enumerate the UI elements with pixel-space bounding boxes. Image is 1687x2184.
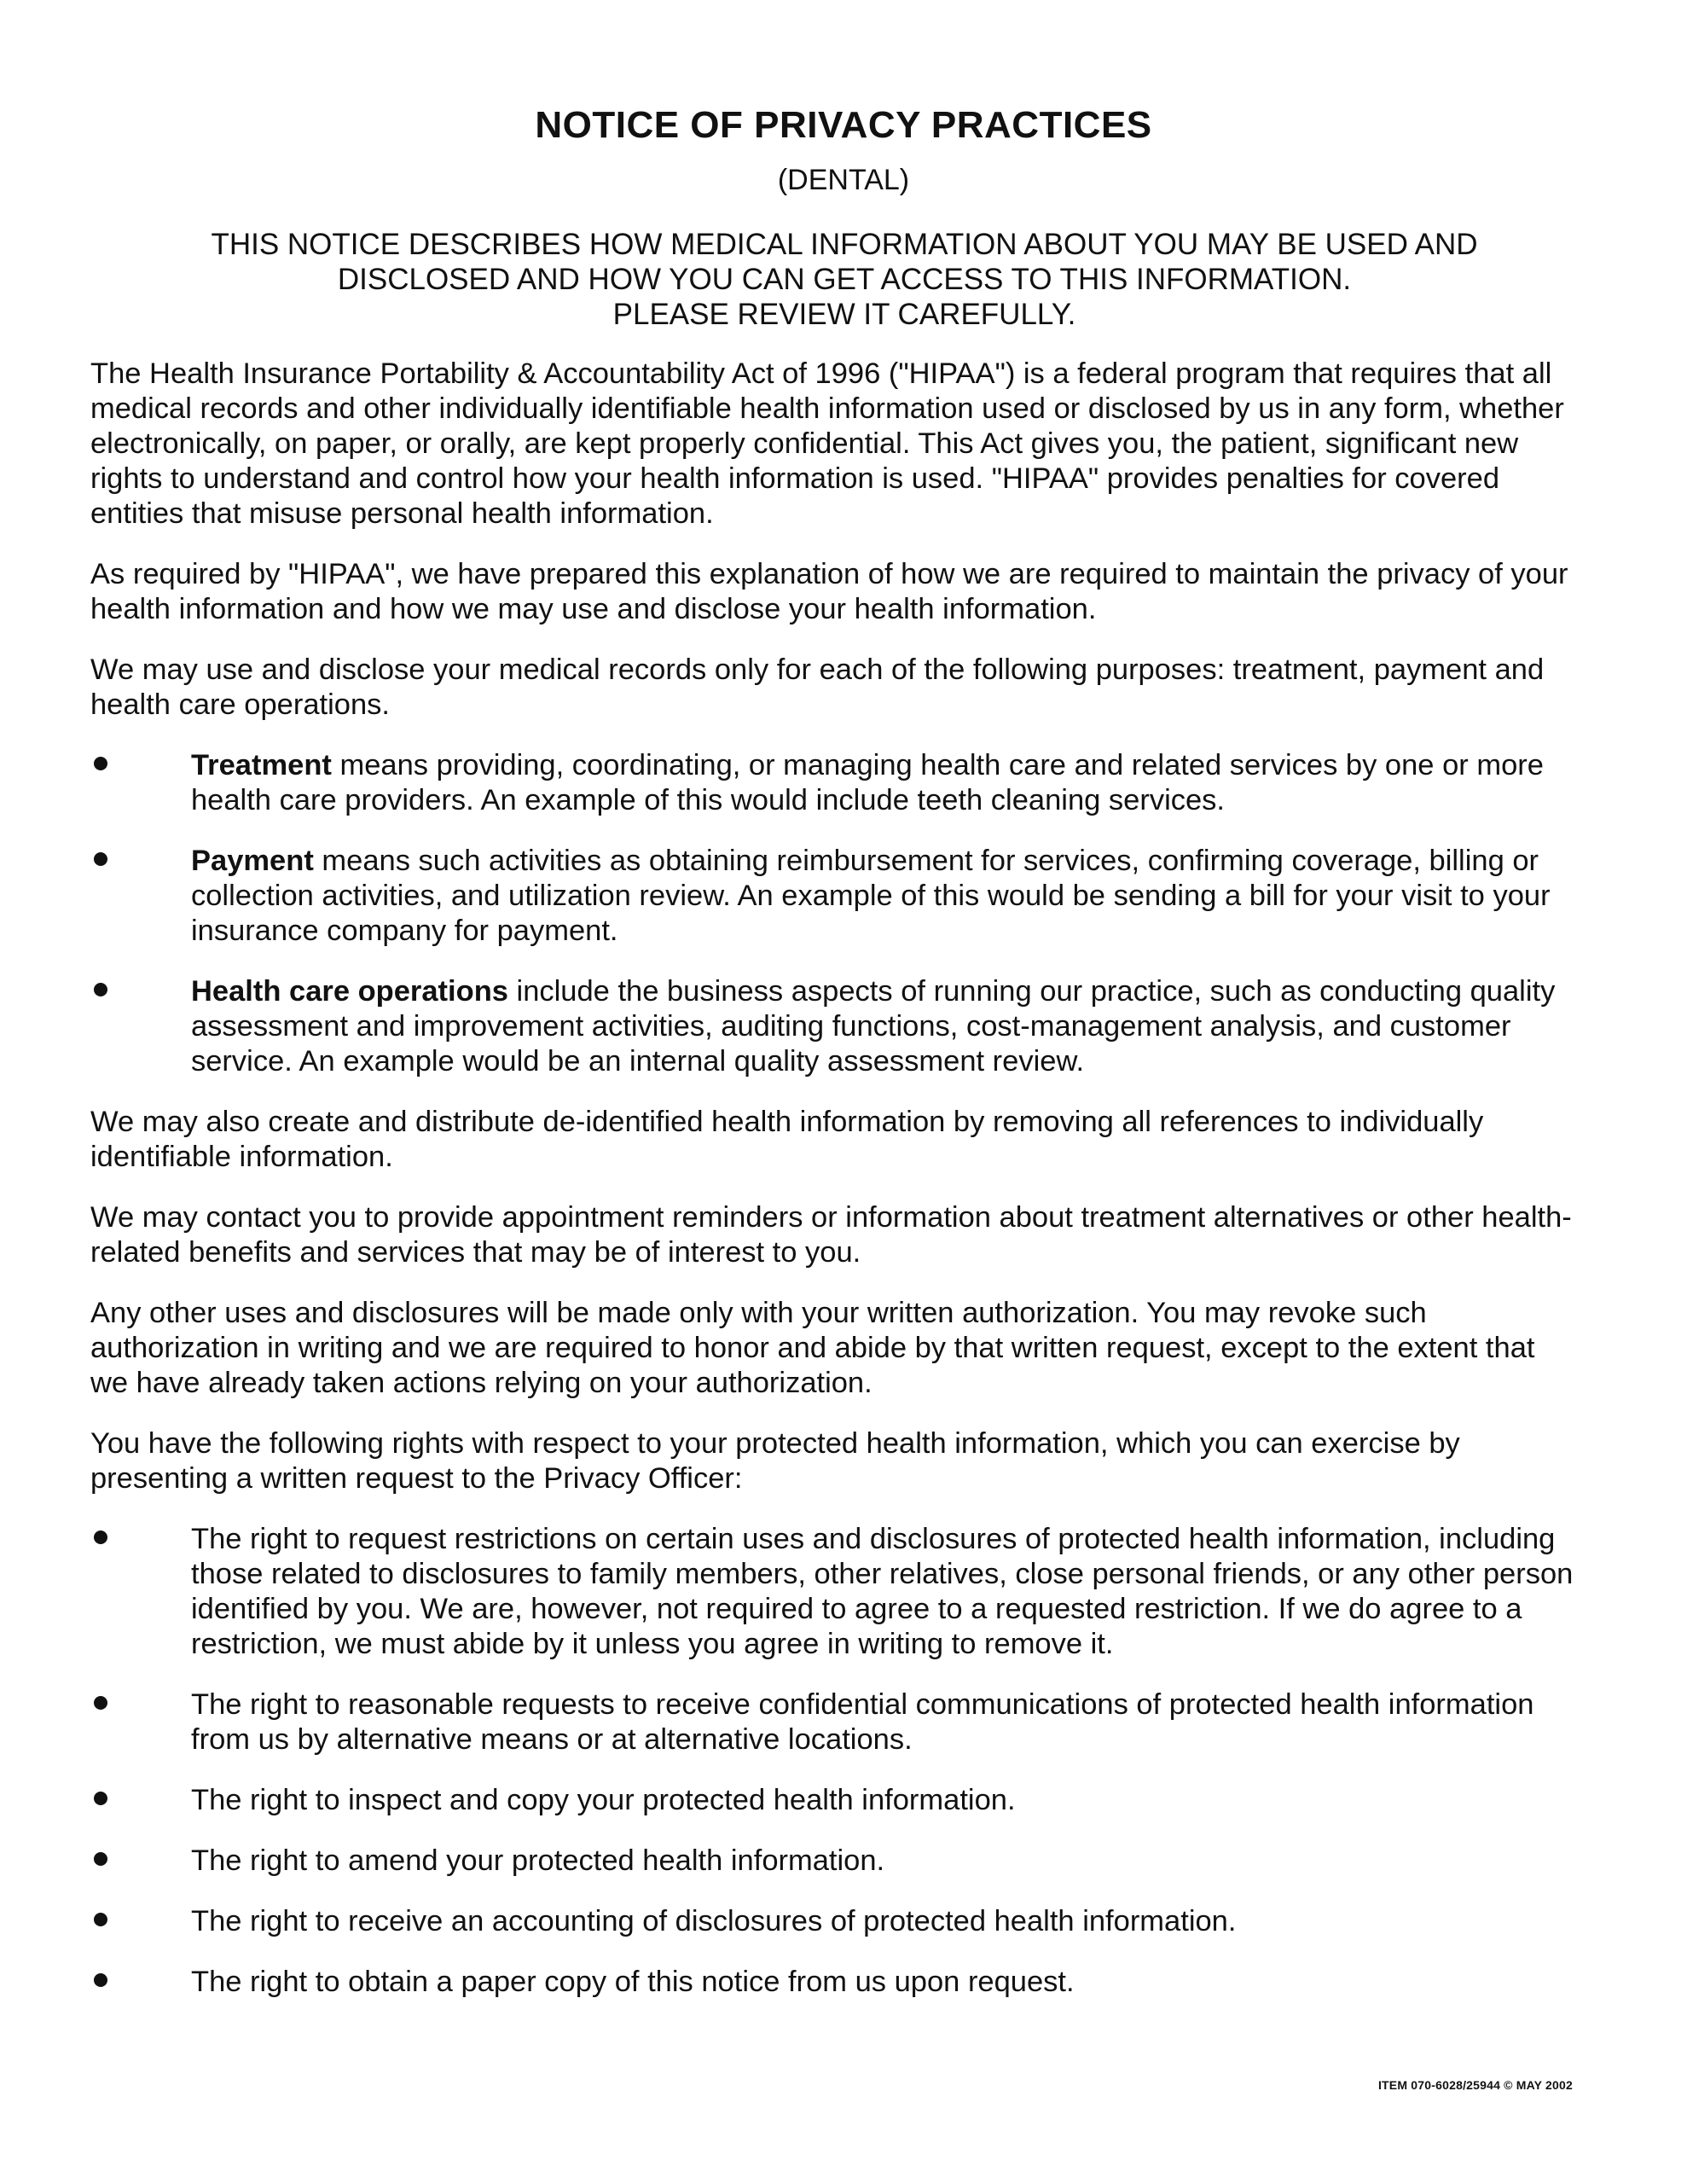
page-title: NOTICE OF PRIVACY PRACTICES: [535, 104, 1152, 146]
right-text: The right to receive an accounting of disclosures of protected health information.: [191, 1905, 1237, 1937]
page-subtitle: (DENTAL): [777, 164, 910, 196]
other-uses-paragraph: Any other uses and disclosures will be made only with your written authorization. You may revoke such authorization in writing and we are required to honor and abide by that written request, except to the extent that we have already taken actions relying on your authorization.: [90, 1297, 1535, 1399]
right-text: The right to inspect and copy your protected health information.: [191, 1784, 1016, 1816]
notice-line: PLEASE REVIEW IT CAREFULLY.: [612, 298, 1076, 331]
bullet-icon: [94, 1792, 107, 1805]
list-item: [90, 1783, 1574, 1818]
required-paragraph: As required by "HIPAA", we have prepared this explanation of how we are required to maintain the privacy of your health information and how we may use and disclose your health information.: [90, 558, 1568, 625]
list-item: [90, 1522, 1574, 1662]
right-text: The right to reasonable requests to receive confidential communications of protected health information from us by alternative means or at alternative locations.: [191, 1688, 1534, 1756]
list-item: [90, 974, 1574, 1079]
list-item: [90, 1844, 1574, 1879]
purpose-text: means such activities as obtaining reimbursement for services, confirming coverage, billing or collection activities, and utilization review. An example of this would be sending a bill for your visit to your insurance company for payment.: [191, 845, 1551, 947]
right-text: The right to request restrictions on certain uses and disclosures of protected health information, including those related to disclosures to family members, other relatives, close personal friends, or any other person identified by you. We are, however, not required to agree to a requested restriction. If we do agree to a restriction, we must abide by it unless you agree in writing to remove it.: [191, 1523, 1574, 1660]
list-item: [90, 844, 1574, 949]
purpose-term: Payment: [191, 845, 314, 877]
purpose-term: Treatment: [191, 749, 332, 781]
notice-line: THIS NOTICE DESCRIBES HOW MEDICAL INFORMATION ABOUT YOU MAY BE USED AND: [211, 228, 1478, 261]
bullet-icon: [94, 1973, 107, 1987]
right-text: The right to obtain a paper copy of this notice from us upon request.: [191, 1966, 1075, 1998]
bullet-icon: [94, 1852, 107, 1866]
bullet-icon: [94, 1913, 107, 1926]
right-text: The right to amend your protected health information.: [191, 1844, 885, 1877]
list-item: [90, 748, 1574, 818]
document-body: [90, 357, 1574, 2025]
list-item: [90, 1965, 1574, 2000]
purpose-text: include the business aspects of running our practice, such as conducting quality assessment and improvement activities, auditing functions, cost-management analysis, and customer service. An example would be an internal quality assessment review.: [191, 975, 1556, 1077]
notice-heading: [119, 227, 1569, 332]
item-footer: ITEM 070-6028/25944 © MAY 2002: [1377, 2078, 1573, 2092]
contact-paragraph: We may contact you to provide appointment reminders or information about treatment alternatives or other health-related benefits and services that may be of interest to you.: [90, 1201, 1572, 1269]
bullet-icon: [94, 1696, 107, 1710]
purpose-text: means providing, coordinating, or managing health care and related services by one or more health care providers. An example of this would include teeth cleaning services.: [191, 749, 1544, 816]
intro-paragraph: The Health Insurance Portability & Accountability Act of 1996 ("HIPAA") is a federal program that requires that all medical records and other individually identifiable health information used or disclosed by us in any form, whether electronically, on paper, or orally, are kept properly confidential. This Act gives you, the patient, significant new rights to understand and control how your health information is used. "HIPAA" provides penalties for covered entities that misuse personal health information.: [90, 357, 1564, 530]
deidentified-paragraph: We may also create and distribute de-identified health information by removing all references to individually identifiable information.: [90, 1106, 1484, 1173]
purpose-term: Health care operations: [191, 975, 508, 1008]
notice-line: DISCLOSED AND HOW YOU CAN GET ACCESS TO THIS INFORMATION.: [337, 263, 1352, 296]
bullet-icon: [94, 852, 107, 866]
bullet-icon: [94, 1531, 107, 1544]
list-item: [90, 1687, 1574, 1757]
rights-list: [90, 1522, 1574, 2000]
bullet-icon: [94, 983, 107, 996]
purposes-list: [90, 748, 1574, 1079]
rights-intro-paragraph: You have the following rights with respect to your protected health information, which you can exercise by presenting a written request to the Privacy Officer:: [90, 1427, 1460, 1495]
bullet-icon: [94, 757, 107, 770]
list-item: [90, 1904, 1574, 1939]
purposes-intro-paragraph: We may use and disclose your medical records only for each of the following purposes: treatment, payment and health care operations.: [90, 653, 1545, 721]
